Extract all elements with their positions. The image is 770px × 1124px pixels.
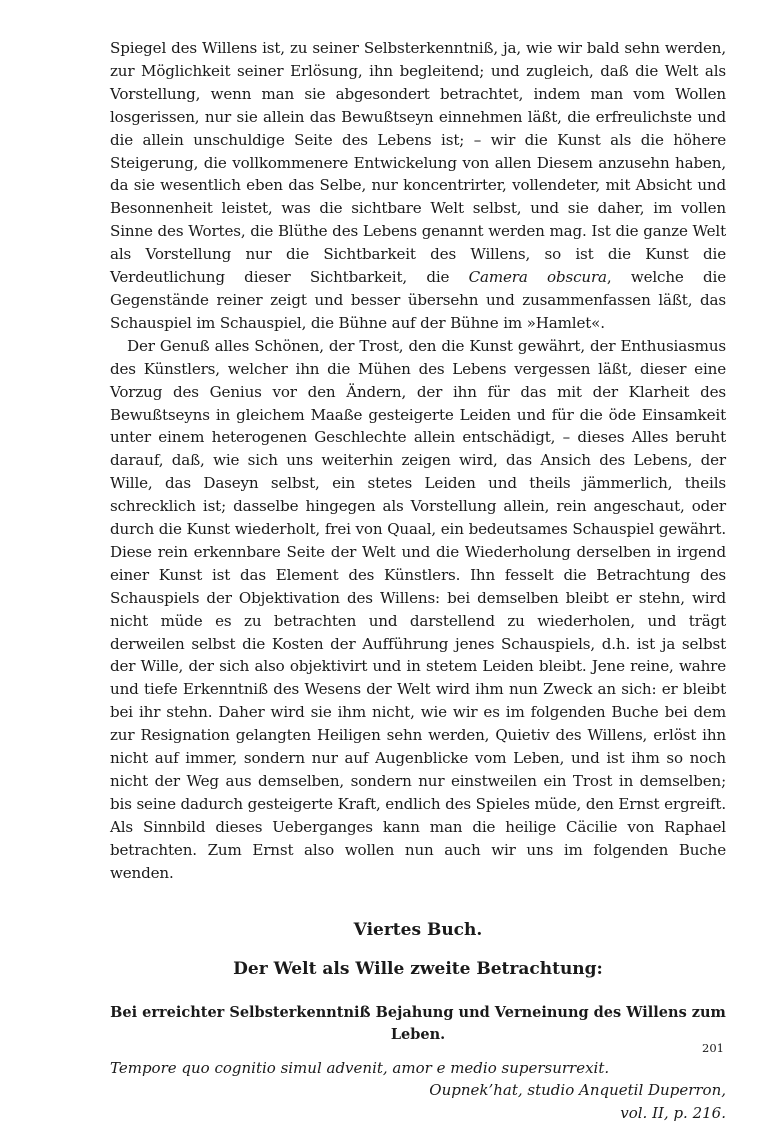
paragraph-1-emphasis: Camera obscura [468, 268, 607, 287]
motto-source-line-1: Oupnek’hat, studio Anquetil Duperron, [429, 1081, 726, 1100]
page-number: 201 [702, 1041, 724, 1055]
motto-source-line-2: vol. II, p. 216. [620, 1103, 726, 1122]
motto: Tempore quo cognitio simul advenit, amor e medio supersurrexit. [110, 1058, 610, 1077]
paragraph-1 [110, 37, 726, 335]
page-body [110, 37, 726, 1124]
paragraph-1-text: Spiegel des Willens ist, zu seiner Selbsterkenntniß, ja, wie wir bald sehn werden, zur Möglichkeit seiner Erlösung, ihn begleitend; und zugleich, daß die Welt als Vorstellung, wenn man sie abgesondert betrachtet, indem man vom Wollen losgerissen, nur sie allein das Bewußtseyn einnehmen läßt, die erfreulichste und die allein unschuldige Seite des Lebens ist; – wir die Kunst als die höhere Steigerung, die vollkommenere Entwickelung von allen Diesem anzusehn haben, da sie wesentlich eben das Selbe, nur koncentrirter, vollendeter, mit Absicht und Besonnenheit leistet, was die sichtbare Welt selbst, und sie daher, im vollen Sinne des Wortes, die Blüthe des Lebens genannt werden mag. Ist die ganze Welt als Vorstellung nur die Sichtbarkeit des Willens, so ist die Kunst die Verdeutlichung dieser Sichtbarkeit, die [110, 39, 726, 287]
book-subtitle: Bei erreichter Selbsterkenntniß Bejahung und Verneinung des Willens zum Leben. [110, 1003, 726, 1043]
book-heading: Viertes Buch. [353, 919, 483, 940]
book-title: Der Welt als Wille zweite Betrachtung: [233, 958, 603, 979]
paragraph-2: Der Genuß alles Schönen, der Trost, den die Kunst gewährt, der Enthusiasmus des Künstlers, welcher ihn die Mühen des Lebens vergessen läßt, dieser eine Vorzug des Genius vor den Ändern, der ihn für das mit der Klarheit des Bewußtseyns in gleichem Maaße gesteigerte Leiden und für die öde Einsamkeit unter einem heterogenen Geschlechte allein entschädigt, – dieses Alles beruht darauf, daß, wie sich uns weiterhin zeigen wird, das Ansich des Lebens, der Wille, das Daseyn selbst, ein stetes Leiden und theils jämmerlich, theils schrecklich ist; dasselbe hingegen als Vorstellung allein, rein angeschaut, oder durch die Kunst wiederholt, frei von Quaal, ein bedeutsames Schauspiel gewährt. Diese rein erkennbare Seite der Welt und die Wiederholung derselben in irgend einer Kunst ist das Element des Künstlers. Ihn fesselt die Betrachtung des Schauspiels der Objektivation des Willens: bei demselben bleibt er stehn, wird nicht müde es zu betrachten und darstellend zu wiederholen, und trägt derweilen selbst die Kosten der Aufführung jenes Schauspiels, d.h. ist ja selbst der Wille, der sich also objektivirt und in stetem Leiden bleibt. Jene reine, wahre und tiefe Erkenntniß des Wesens der Welt wird ihm nun Zweck an sich: er bleibt bei ihr stehn. Daher wird sie ihm nicht, wie wir es im folgenden Buche bei dem zur Resignation gelangten Heiligen sehn werden, Quietiv des Willens, erlöst ihn nicht auf immer, sondern nur auf Augenblicke vom Leben, und ist ihm so noch nicht der Weg aus demselben, sondern nur einstweilen ein Trost in demselben; bis seine dadurch gesteigerte Kraft, endlich des Spieles müde, den Ernst ergreift. Als Sinnbild dieses Ueberganges kann man die heilige Cäcilie von Raphael betrachten. Zum Ernst also wollen nun auch wir uns im folgenden Buche wenden. [110, 336, 726, 882]
paragraph-1-text-end: , welche die Gegenstände reiner zeigt und besser übersehn und zusammenfassen läßt, das Schauspiel im Schauspiel, die Bühne auf der Bühne im »Hamlet«. [110, 268, 726, 332]
